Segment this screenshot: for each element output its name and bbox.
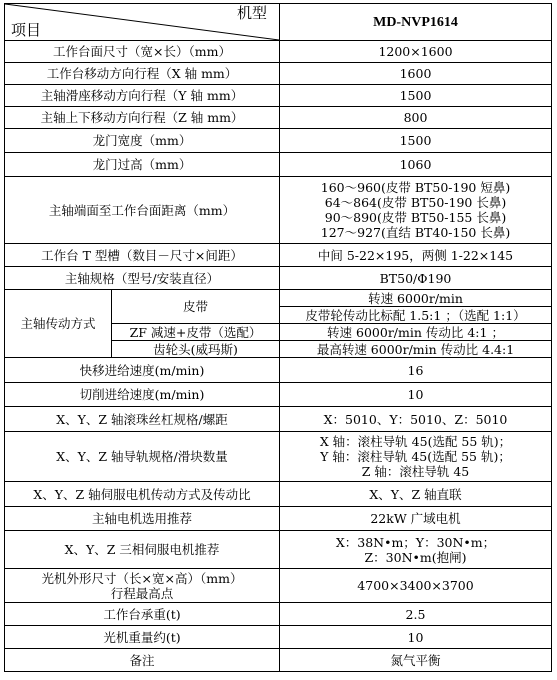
- row-label: 备注: [5, 649, 280, 672]
- value-line: 127～927(直结 BT40-150 长鼻): [320, 225, 511, 240]
- table-row: [5, 626, 552, 649]
- drive-belt-label: 皮带: [112, 290, 280, 324]
- row-value: 16: [280, 358, 552, 383]
- value-line: Z 轴：滚柱导轨 45: [361, 464, 470, 479]
- label-line: 行程最高点: [110, 585, 174, 601]
- drive-gear-label: 齿轮头(威玛斯): [112, 341, 280, 358]
- row-value: 1060: [280, 153, 552, 177]
- row-value: 1200×1600: [280, 41, 552, 63]
- model-name: MD-NVP1614: [280, 4, 552, 41]
- row-label-multiline: [5, 569, 280, 603]
- header-diagonal-cell: [5, 4, 280, 41]
- row-label: X、Y、Z 轴滚珠丝杠规格/螺距: [5, 407, 280, 432]
- table-row: [5, 482, 552, 507]
- label-line: 光机外形尺寸（长×宽×高）（mm）: [41, 570, 243, 586]
- row-label: X、Y、Z 轴伺服电机传动方式及传动比: [5, 482, 280, 507]
- table-row: [5, 407, 552, 432]
- table-row: [5, 153, 552, 177]
- value-line: X：38N•m；Y：30N•m；: [335, 534, 496, 550]
- row-label: X、Y、Z 三相伺服电机推荐: [5, 531, 280, 569]
- table-row: [5, 432, 552, 482]
- row-label: 主轴电机选用推荐: [5, 507, 280, 531]
- table-row: [5, 603, 552, 626]
- row-label: 主轴规格（型号/安装直径）: [5, 267, 280, 290]
- drive-belt-speed: 转速 6000r/min: [280, 290, 552, 307]
- drive-row-belt-speed: [5, 290, 552, 307]
- item-column-label: 项目: [11, 21, 42, 39]
- value-line: Y 轴：滚柱导轨 45(选配 55 轨)；: [320, 449, 511, 464]
- value-line: 90～890(皮带 BT50-155 长鼻): [324, 210, 507, 225]
- spec-table: [4, 3, 552, 672]
- row-value: 800: [280, 107, 552, 129]
- row-label: 快移进给速度(m/min): [5, 358, 280, 383]
- row-label: 工作台移动方向行程（X 轴 mm）: [5, 63, 280, 85]
- row-value: 4700×3400×3700: [280, 569, 552, 603]
- row-value: 10: [280, 626, 552, 649]
- row-value-multiline: [280, 177, 552, 244]
- table-row: [5, 358, 552, 383]
- row-label: 主轴端面至工作台面距离（mm）: [5, 177, 280, 244]
- row-value: 1500: [280, 85, 552, 107]
- drive-zf-value: 转速 6000r/min 传动比 4:1 ；: [280, 324, 552, 341]
- row-label: 光机重量约(t): [5, 626, 280, 649]
- row-value: 氮气平衡: [280, 649, 552, 672]
- table-row: [5, 177, 552, 244]
- drive-zf-label: ZF 减速+皮带（选配）: [112, 324, 280, 341]
- drive-group-label: 主轴传动方式: [5, 290, 112, 358]
- row-value: 10: [280, 383, 552, 407]
- table-row: [5, 244, 552, 267]
- table-row: [5, 383, 552, 407]
- value-line: Z：30N•m(抱闸): [364, 549, 467, 565]
- row-label: X、Y、Z 轴导轨规格/滑块数量: [5, 432, 280, 482]
- row-value: BT50/Φ190: [280, 267, 552, 290]
- model-column-label: 机型: [236, 4, 267, 22]
- value-line: 160～960(皮带 BT50-190 短鼻): [320, 180, 511, 195]
- table-row: [5, 41, 552, 63]
- drive-belt-ratio: 皮带轮传动比标配 1.5:1 ；（选配 1:1）: [280, 307, 552, 324]
- row-value: 2.5: [280, 603, 552, 626]
- row-label: 工作台承重(t): [5, 603, 280, 626]
- row-label: 龙门宽度（mm）: [5, 129, 280, 153]
- table-row: [5, 649, 552, 672]
- table-row: [5, 569, 552, 603]
- drive-gear-value: 最高转速 6000r/min 传动比 4.4:1: [280, 341, 552, 358]
- row-label: 主轴滑座移动方向行程（Y 轴 mm）: [5, 85, 280, 107]
- row-label: 切削进给速度(m/min): [5, 383, 280, 407]
- header-row: [5, 4, 552, 41]
- row-value: 22kW 广域电机: [280, 507, 552, 531]
- row-label: 主轴上下移动方向行程（Z 轴 mm）: [5, 107, 280, 129]
- row-value: 中间 5-22×195，两侧 1-22×145: [280, 244, 552, 267]
- table-row: [5, 267, 552, 290]
- row-label: 工作台面尺寸（宽×长）（mm）: [5, 41, 280, 63]
- value-line: X 轴：滚柱导轨 45(选配 55 轨)；: [319, 434, 512, 449]
- table-row: [5, 107, 552, 129]
- table-row: [5, 531, 552, 569]
- row-value: 1500: [280, 129, 552, 153]
- table-row: [5, 63, 552, 85]
- table-row: [5, 507, 552, 531]
- row-label: 龙门过高（mm）: [5, 153, 280, 177]
- row-label: 工作台 T 型槽（数目－尺寸×间距）: [5, 244, 280, 267]
- table-row: [5, 85, 552, 107]
- table-row: [5, 129, 552, 153]
- row-value: X：5010、Y：5010、Z：5010: [280, 407, 552, 432]
- row-value: 1600: [280, 63, 552, 85]
- row-value-multiline: [280, 432, 552, 482]
- row-value: X、Y、Z 轴直联: [280, 482, 552, 507]
- row-value-multiline: [280, 531, 552, 569]
- value-line: 64～864(皮带 BT50-190 长鼻): [324, 195, 507, 210]
